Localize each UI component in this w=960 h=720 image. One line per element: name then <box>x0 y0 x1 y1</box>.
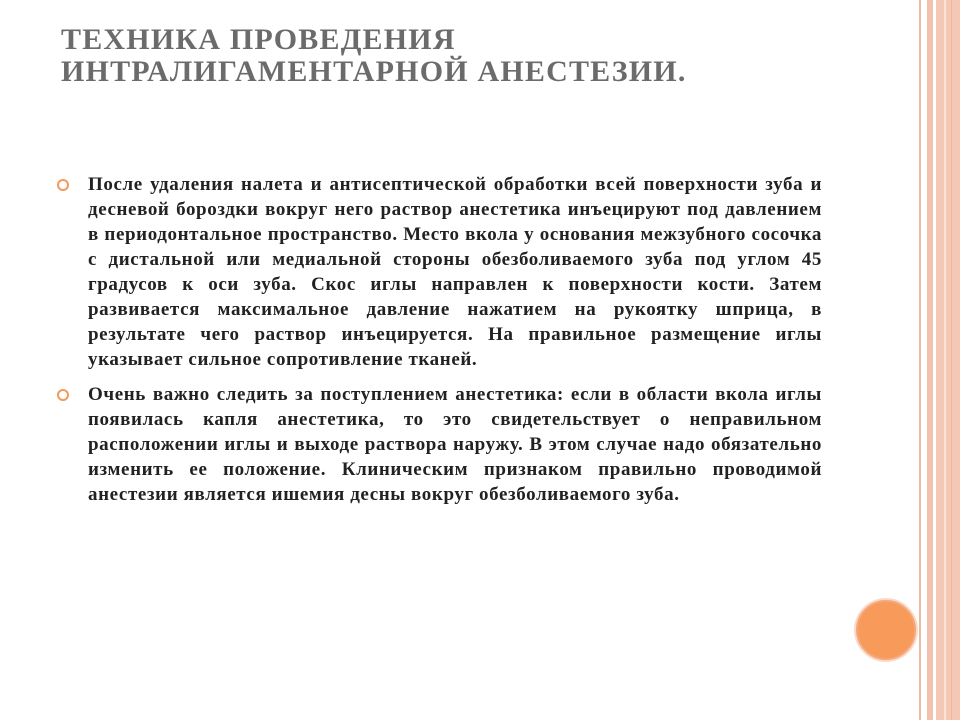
slide-title-line-2: ИНТРАЛИГАМЕНТАРНОЙ АНЕСТЕЗИИ. <box>61 55 687 88</box>
bullet-text: После удаления налета и антисептической обработки всей поверхности зуба и десневой бороздки вокруг него раствор анестетика инъецируют под давлением в периодонтальное пространство. Место вкола у основания межзубного сосочка с дистальной или медиальной стороны обезболиваемого зуба под углом 45 градусов к оси зуба. Скос иглы направлен к поверхности кости. Затем развивается максимальное давление нажатием на рукоятку шприца, в результате чего раствор инъецируется. На правильное размещение иглы указывает сильное сопротивление тканей. <box>88 174 822 370</box>
side-stripe <box>936 0 960 720</box>
ring-bullet-icon <box>57 389 69 401</box>
bullet-text: Очень важно следить за поступлением анестетика: если в области вкола иглы появилась капля анестетика, то это свидетельствует о неправильном расположении иглы и выходе раствора наружу. В этом случае надо обязательно изменить ее положение. Клиническим признаком правильно проводимой анестезии является ишемия десны вокруг обезболиваемого зуба. <box>88 384 822 505</box>
ring-bullet-icon <box>57 179 69 191</box>
bullet-item <box>88 172 822 372</box>
slide-body <box>88 172 822 517</box>
side-stripe <box>919 0 921 720</box>
side-stripe <box>951 0 952 720</box>
side-stripe <box>927 0 933 720</box>
slide-title <box>61 24 881 88</box>
slide-title-line-1: ТЕХНИКА ПРОВЕДЕНИЯ <box>61 23 456 56</box>
bullet-item <box>88 382 822 507</box>
side-stripe <box>944 0 946 720</box>
decorative-circle <box>856 600 916 660</box>
